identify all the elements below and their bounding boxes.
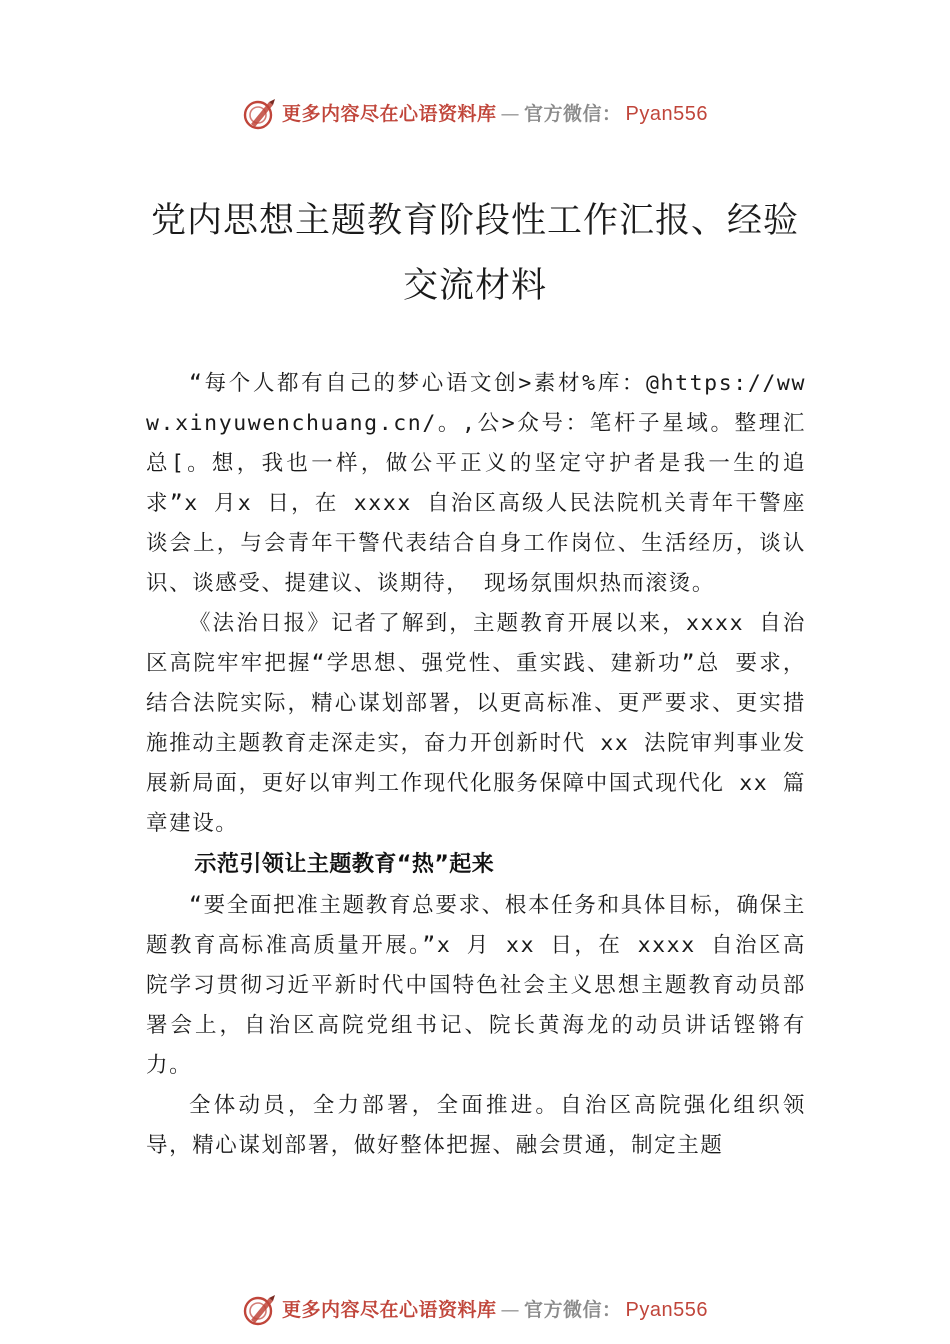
xinyu-logo-icon	[242, 96, 278, 132]
banner-dash: —	[500, 103, 521, 125]
banner-wechat-label: 官方微信：	[524, 103, 622, 125]
document-title-line-2: 交流材料	[402, 266, 547, 306]
banner-wechat-id: Pyan556	[625, 1299, 708, 1321]
document-body	[146, 364, 806, 1166]
section-heading: 示范引领让主题教育“热”起来	[194, 852, 495, 877]
footer-banner	[0, 1288, 950, 1332]
body-paragraph: “每个人都有自己的梦心语文创>素材%库：@https://www.xinyuwenchuang.cn/。,公>众号：笔杆子星域。整理汇总[。想，我也一样，做公平正义的坚定守护者是我一生的追求”x 月x 日，在 xxxx 自治区高级人民法院机关青年干警座谈会上，与会青年干警代表结合自身工作岗位、生活经历，谈认识、谈感受、提建议、谈期待， 现场氛围炽热而滚烫。	[146, 371, 806, 596]
body-paragraph: 《法治日报》记者了解到，主题教育开展以来，xxxx 自治区高院牢牢把握“学思想、强党性、重实践、建新功”总 要求，结合法院实际，精心谋划部署，以更高标准、更严要求、更实措施推动主题教育走深走实，奋力开创新时代 xx 法院审判事业发展新局面，更好以审判工作现代化服务保障中国式现代化 xx 篇章建设。	[146, 611, 806, 836]
banner-wechat-label: 官方微信：	[524, 1299, 622, 1321]
header-banner	[0, 92, 950, 136]
xinyu-logo-icon	[242, 1292, 278, 1328]
body-paragraph: 全体动员，全力部署，全面推进。自治区高院强化组织领导，精心谋划部署，做好整体把握、融会贯通，制定主题	[146, 1093, 806, 1158]
banner-dash: —	[500, 1299, 521, 1321]
banner-wechat-id: Pyan556	[625, 103, 708, 125]
banner-main-text: 更多内容尽在心语资料库	[282, 103, 497, 125]
banner-main-text: 更多内容尽在心语资料库	[282, 1299, 497, 1321]
document-title-line-1: 党内思想主题教育阶段性工作汇报、经验	[150, 201, 799, 241]
body-paragraph: “要全面把准主题教育总要求、根本任务和具体目标，确保主题教育高标准高质量开展。”x 月 xx 日，在 xxxx 自治区高院学习贯彻习近平新时代中国特色社会主义思想主题教育动员部署会上，自治区高院党组书记、院长黄海龙的动员讲话铿锵有力。	[146, 893, 806, 1078]
